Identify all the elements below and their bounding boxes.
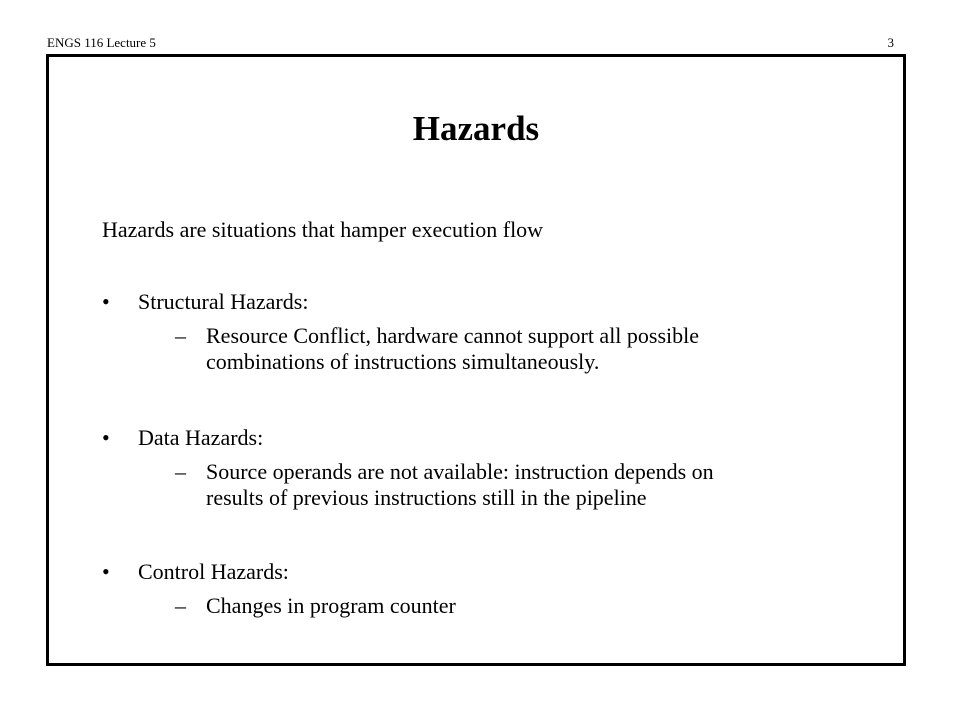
bullet-heading: Structural Hazards: [138,289,309,314]
sub-detail: Source operands are not available: instruction depends on results of previous instructions still in the pipeline [206,459,714,510]
dash-icon: – [175,593,186,618]
page-number: 3 [887,35,894,50]
bullet-icon: • [102,289,110,314]
bullet-heading: Control Hazards: [138,559,289,584]
sub-detail: Changes in program counter [206,593,456,618]
bullet-icon: • [102,559,110,584]
course-header: ENGS 116 Lecture 5 [47,35,156,50]
intro-text: Hazards are situations that hamper execution flow [102,217,544,242]
slide-title: Hazards [412,109,540,148]
bullet-control-hazards [102,559,289,585]
bullet-icon: • [102,425,110,450]
dash-icon: – [175,323,186,348]
sub-structural-hazards [175,323,699,375]
dash-icon: – [175,459,186,484]
bullet-data-hazards [102,425,263,451]
sub-data-hazards [175,459,714,511]
sub-detail: Resource Conflict, hardware cannot support all possible combinations of instructions simultaneously. [206,323,700,374]
slide-frame [46,54,906,666]
bullet-heading: Data Hazards: [138,425,264,450]
bullet-structural-hazards [102,289,308,315]
sub-control-hazards [175,593,456,619]
